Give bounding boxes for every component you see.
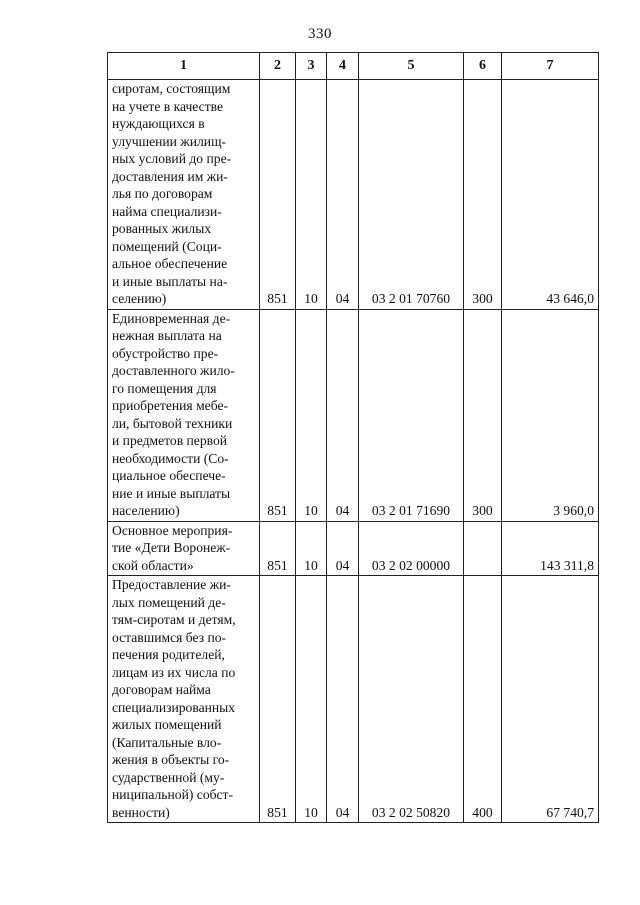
row-name-line: специализированных xyxy=(112,699,236,715)
row-name-line: (Капитальные вло- xyxy=(112,734,222,750)
row-name-line: доставления им жи- xyxy=(112,168,228,184)
column-header: 3 xyxy=(296,53,327,80)
row-name-line: селению) xyxy=(112,291,167,306)
subsection-code-cell: 04 xyxy=(327,309,359,521)
row-name-line: ных условий до пре- xyxy=(112,151,232,166)
amount-cell: 143 311,8 xyxy=(502,521,599,576)
row-name-line: нуждающихся в xyxy=(112,116,205,131)
header-row xyxy=(108,53,599,80)
column-header: 6 xyxy=(464,53,502,80)
subsection-code-cell: 04 xyxy=(327,80,359,310)
subsection-code-cell: 04 xyxy=(327,521,359,576)
row-name-cell xyxy=(108,309,260,521)
column-header: 7 xyxy=(502,53,599,80)
row-name-line: жения в объекты го- xyxy=(112,752,230,767)
row-name-line: сиротам, состоящим xyxy=(112,81,231,96)
section-code-cell: 10 xyxy=(296,309,327,521)
row-name-line: Единовременная де- xyxy=(112,310,231,326)
ministry-code-cell: 851 xyxy=(260,576,296,823)
row-name-cell xyxy=(108,521,260,576)
column-header: 2 xyxy=(260,53,296,80)
table-row xyxy=(108,309,599,521)
section-code-cell: 10 xyxy=(296,80,327,310)
ministry-code-cell: 851 xyxy=(260,521,296,576)
target-article-cell: 03 2 02 00000 xyxy=(359,521,464,576)
row-name-line: ниципальной) собст- xyxy=(112,787,234,802)
row-name-line: Основное мероприя- xyxy=(112,522,233,538)
row-name-line: жилых помещений xyxy=(112,717,222,732)
row-name-line: и иные выплаты на- xyxy=(112,273,228,289)
row-name-line: и предметов первой xyxy=(112,433,228,448)
column-header: 5 xyxy=(359,53,464,80)
target-article-cell: 03 2 01 71690 xyxy=(359,309,464,521)
page-number: 330 xyxy=(308,26,332,42)
row-name-line: печения родителей, xyxy=(112,647,225,662)
row-name-line: венности) xyxy=(112,804,170,820)
row-name-line: найма специализи- xyxy=(112,203,222,219)
expense-type-cell: 400 xyxy=(464,576,502,823)
row-name-line: го помещения для xyxy=(112,380,217,396)
row-name-line: ской области» xyxy=(112,557,194,573)
ministry-code-cell: 851 xyxy=(260,309,296,521)
row-name-cell xyxy=(108,80,260,310)
row-name-line: сударственной (му- xyxy=(112,769,225,785)
row-name-line: альное обеспечение xyxy=(112,256,228,271)
row-name-line: Предоставление жи- xyxy=(112,577,231,592)
expense-type-cell xyxy=(464,521,502,576)
section-code-cell: 10 xyxy=(296,521,327,576)
row-name-line: рованных жилых xyxy=(112,221,212,236)
row-name-line: оставшимся без по- xyxy=(112,629,227,645)
row-name-line: лья по договорам xyxy=(112,186,213,201)
section-code-cell: 10 xyxy=(296,576,327,823)
row-name-line: договорам найма xyxy=(112,682,211,697)
budget-table xyxy=(107,52,599,823)
target-article-cell: 03 2 01 70760 xyxy=(359,80,464,310)
column-header: 1 xyxy=(108,53,260,80)
row-name-line: лых помещений де- xyxy=(112,594,226,610)
row-name-line: улучшении жилищ- xyxy=(112,133,227,149)
row-name-cell xyxy=(108,576,260,823)
ministry-code-cell: 851 xyxy=(260,80,296,310)
row-name-line: приобретения мебе- xyxy=(112,398,228,413)
row-name-line: циальное обеспече- xyxy=(112,468,226,483)
row-name-line: необходимости (Со- xyxy=(112,450,229,466)
row-name-line: нежная выплата на xyxy=(112,328,222,343)
row-name-line: ли, бытовой техники xyxy=(112,415,233,431)
row-name-line: помещений (Соци- xyxy=(112,238,222,254)
row-name-line: доставленного жило- xyxy=(112,363,235,378)
amount-cell: 67 740,7 xyxy=(502,576,599,823)
row-name-line: обустройство пре- xyxy=(112,345,219,361)
subsection-code-cell: 04 xyxy=(327,576,359,823)
row-name-line: тие «Дети Воронеж- xyxy=(112,540,231,555)
target-article-cell: 03 2 02 50820 xyxy=(359,576,464,823)
expense-type-cell: 300 xyxy=(464,309,502,521)
amount-cell: 43 646,0 xyxy=(502,80,599,310)
row-name-line: тям-сиротам и детям, xyxy=(112,612,236,627)
row-name-line: населению) xyxy=(112,503,180,518)
row-name-line: ние и иные выплаты xyxy=(112,485,231,501)
row-name-line: лицам из их числа по xyxy=(112,664,236,680)
row-name-line: на учете в качестве xyxy=(112,98,224,114)
table-row xyxy=(108,80,599,310)
amount-cell: 3 960,0 xyxy=(502,309,599,521)
table-row xyxy=(108,521,599,576)
column-header: 4 xyxy=(327,53,359,80)
expense-type-cell: 300 xyxy=(464,80,502,310)
table-row xyxy=(108,576,599,823)
